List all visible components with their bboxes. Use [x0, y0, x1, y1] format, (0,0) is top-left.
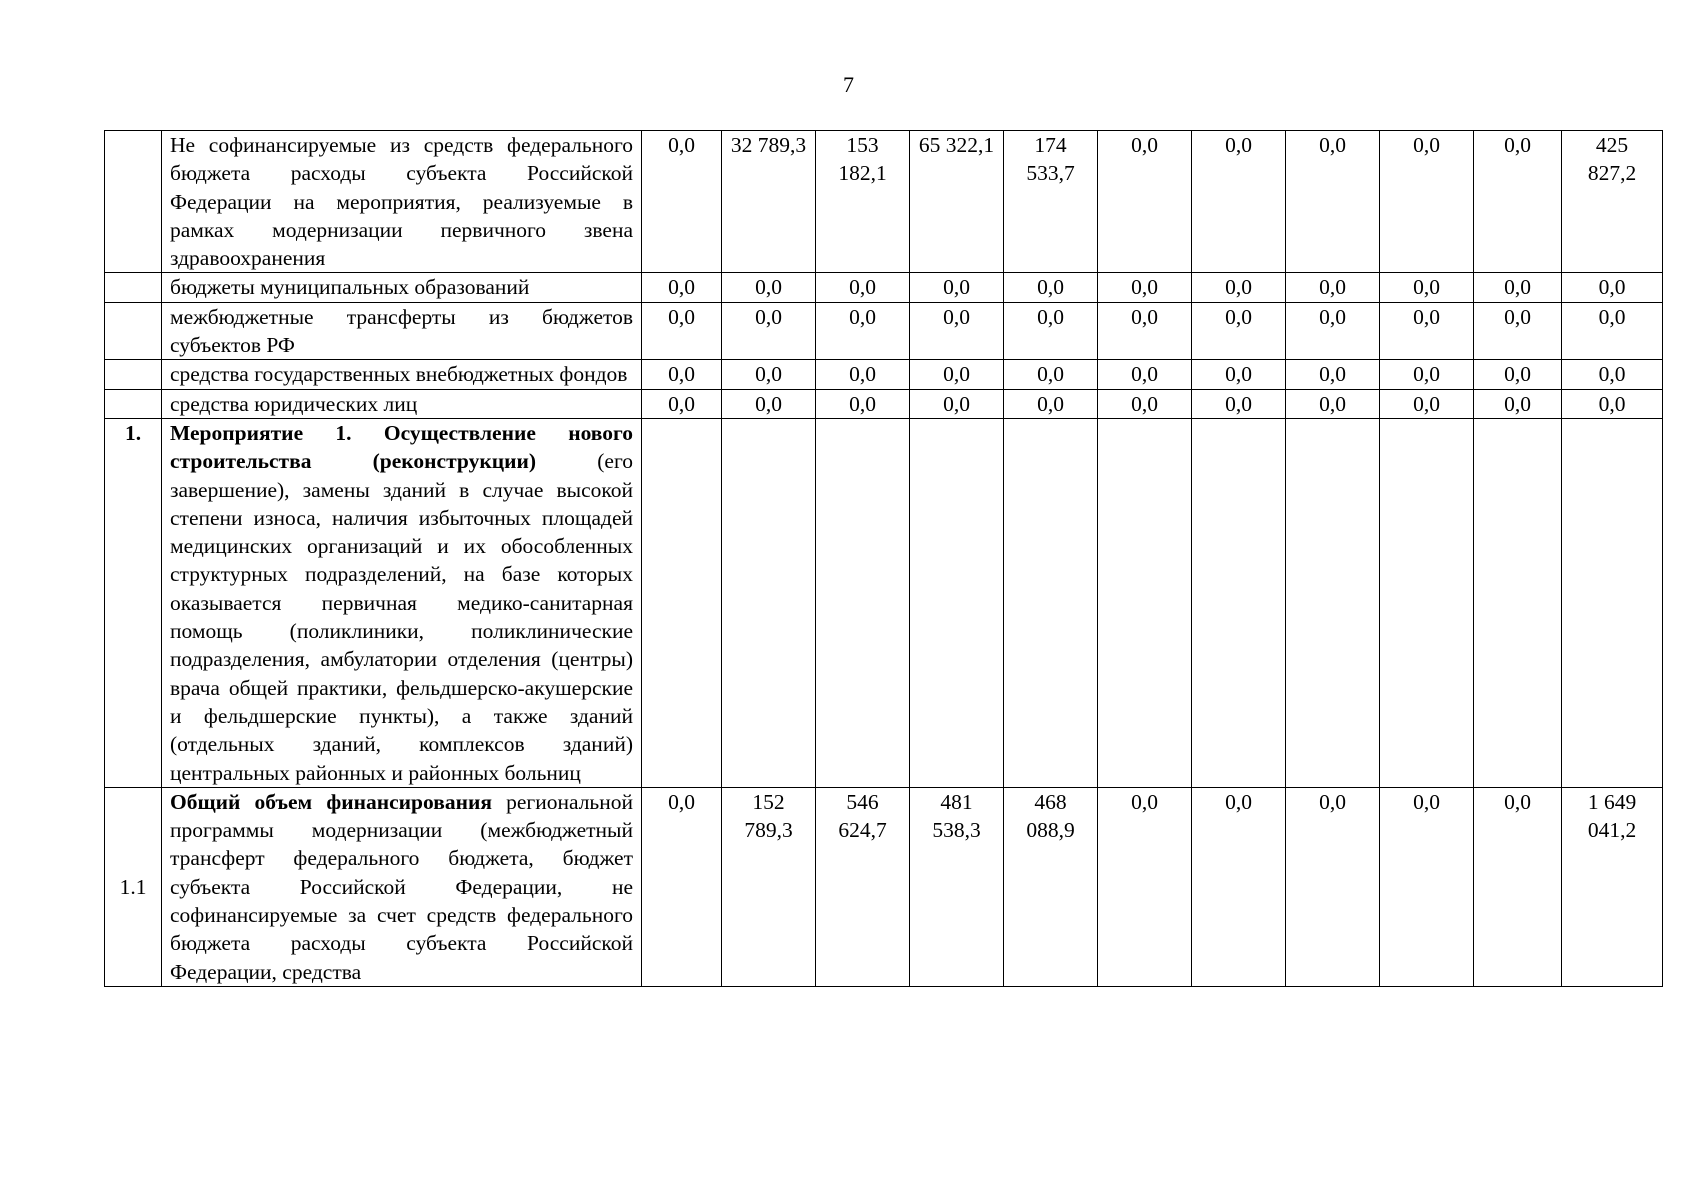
value-cell: 0,0 [1004, 389, 1098, 418]
value-cell: 0,0 [1098, 787, 1192, 986]
value-cell [910, 418, 1004, 787]
value-cell: 0,0 [1192, 787, 1286, 986]
value-cell: 0,0 [816, 360, 910, 389]
value-cell [642, 418, 722, 787]
table-row [105, 787, 1663, 986]
value-cell: 0,0 [1286, 787, 1380, 986]
table-row [105, 389, 1663, 418]
value-cell: 0,0 [1098, 131, 1192, 273]
value-cell: 0,0 [910, 389, 1004, 418]
value-cell: 0,0 [1286, 131, 1380, 273]
row-description-cell [162, 360, 642, 389]
value-cell: 0,0 [642, 360, 722, 389]
row-description-text: межбюджетные трансферты из бюджетов субъектов РФ [170, 304, 633, 358]
value-cell [1380, 418, 1474, 787]
row-description-cell [162, 302, 642, 360]
row-description-text: (его завершение), замены зданий в случае высокой степени износа, наличия избыточных площадей медицинских организаций и их обособленных структурных подразделений, на базе которых оказывается первичная медико-санитарная помощь (поликлиники, поликлинические подразделения, амбулатории отделения (центры) врача общей практики, фельдшерско-акушерские и фельдшерские пункты), а также зданий (отдельных зданий, комплексов зданий) центральных районных и районных больниц [170, 449, 633, 785]
value-cell [1192, 418, 1286, 787]
table-row [105, 131, 1663, 273]
value-cell: 0,0 [1192, 302, 1286, 360]
value-cell: 0,0 [1474, 787, 1562, 986]
value-cell: 152 789,3 [722, 787, 816, 986]
value-cell: 0,0 [1192, 131, 1286, 273]
row-description-cell [162, 131, 642, 273]
value-cell: 0,0 [1286, 273, 1380, 302]
value-cell: 0,0 [642, 389, 722, 418]
value-cell: 0,0 [1098, 360, 1192, 389]
value-cell: 32 789,3 [722, 131, 816, 273]
value-cell: 0,0 [1286, 360, 1380, 389]
value-cell: 0,0 [1192, 273, 1286, 302]
value-cell: 0,0 [1380, 302, 1474, 360]
value-cell: 0,0 [910, 360, 1004, 389]
value-cell: 0,0 [1380, 273, 1474, 302]
row-index-cell: 1.1 [105, 787, 162, 986]
value-cell: 0,0 [642, 131, 722, 273]
row-description-bold: Общий объем финансирования [170, 789, 492, 814]
value-cell [816, 418, 910, 787]
value-cell: 0,0 [642, 787, 722, 986]
value-cell: 0,0 [1286, 389, 1380, 418]
value-cell [722, 418, 816, 787]
value-cell: 0,0 [1286, 302, 1380, 360]
value-cell [1474, 418, 1562, 787]
value-cell: 0,0 [1474, 389, 1562, 418]
value-cell: 0,0 [910, 273, 1004, 302]
row-index-cell [105, 360, 162, 389]
value-cell: 481 538,3 [910, 787, 1004, 986]
value-cell: 0,0 [1474, 273, 1562, 302]
value-cell: 0,0 [816, 302, 910, 360]
row-index-cell [105, 389, 162, 418]
value-cell: 0,0 [1098, 302, 1192, 360]
table-row [105, 360, 1663, 389]
value-cell: 0,0 [1004, 302, 1098, 360]
value-cell: 0,0 [1562, 360, 1663, 389]
value-cell [1562, 418, 1663, 787]
row-description-cell [162, 787, 642, 986]
value-cell: 0,0 [1474, 360, 1562, 389]
value-cell [1286, 418, 1380, 787]
value-cell: 0,0 [1380, 389, 1474, 418]
value-cell [1004, 418, 1098, 787]
value-cell: 0,0 [1562, 302, 1663, 360]
value-cell: 0,0 [1380, 360, 1474, 389]
value-cell: 0,0 [1380, 787, 1474, 986]
value-cell: 0,0 [1098, 389, 1192, 418]
page-number: 7 [843, 72, 854, 97]
row-description-text: средства государственных внебюджетных фондов [170, 362, 628, 387]
table-row [105, 418, 1663, 787]
row-description-text: средства юридических лиц [170, 391, 418, 416]
value-cell: 0,0 [1474, 131, 1562, 273]
row-index-cell: 1. [105, 418, 162, 787]
value-cell [1098, 418, 1192, 787]
value-cell: 0,0 [1004, 273, 1098, 302]
value-cell: 0,0 [722, 273, 816, 302]
value-cell: 0,0 [1192, 360, 1286, 389]
value-cell: 0,0 [1098, 273, 1192, 302]
row-description-text: Не софинансируемые из средств федерального бюджета расходы субъекта Российской Федерации на мероприятия, реализуемые в рамках модернизации первичного звена здравоохранения [170, 133, 633, 271]
row-description-cell [162, 273, 642, 302]
row-description-bold: Мероприятие 1. Осуществление нового строительства (реконструкции) [170, 420, 633, 474]
value-cell: 0,0 [1562, 389, 1663, 418]
row-description-cell [162, 389, 642, 418]
value-cell: 1 649 041,2 [1562, 787, 1663, 986]
table-row [105, 302, 1663, 360]
value-cell: 0,0 [816, 389, 910, 418]
financing-table [104, 130, 1663, 987]
value-cell: 0,0 [816, 273, 910, 302]
row-index-cell [105, 131, 162, 273]
row-index-cell [105, 302, 162, 360]
value-cell: 546 624,7 [816, 787, 910, 986]
row-description-cell [162, 418, 642, 787]
value-cell: 0,0 [1004, 360, 1098, 389]
value-cell: 0,0 [642, 302, 722, 360]
value-cell: 0,0 [1474, 302, 1562, 360]
value-cell: 65 322,1 [910, 131, 1004, 273]
value-cell: 0,0 [722, 389, 816, 418]
value-cell: 0,0 [722, 360, 816, 389]
value-cell: 0,0 [722, 302, 816, 360]
value-cell: 425 827,2 [1562, 131, 1663, 273]
value-cell: 174 533,7 [1004, 131, 1098, 273]
table-row [105, 273, 1663, 302]
row-description-text: бюджеты муниципальных образований [170, 275, 530, 300]
row-index-cell [105, 273, 162, 302]
value-cell: 0,0 [910, 302, 1004, 360]
value-cell: 0,0 [1380, 131, 1474, 273]
table-body [105, 131, 1663, 987]
value-cell: 468 088,9 [1004, 787, 1098, 986]
value-cell: 0,0 [642, 273, 722, 302]
value-cell: 0,0 [1192, 389, 1286, 418]
value-cell: 0,0 [1562, 273, 1663, 302]
row-description-text: региональной программы модернизации (межбюджетный трансферт федерального бюджета, бюджет субъекта Российской Федерации, не софинансируемые за счет средств федерального бюджета расходы субъекта Российской Федерации, средства [170, 789, 633, 984]
value-cell: 153 182,1 [816, 131, 910, 273]
